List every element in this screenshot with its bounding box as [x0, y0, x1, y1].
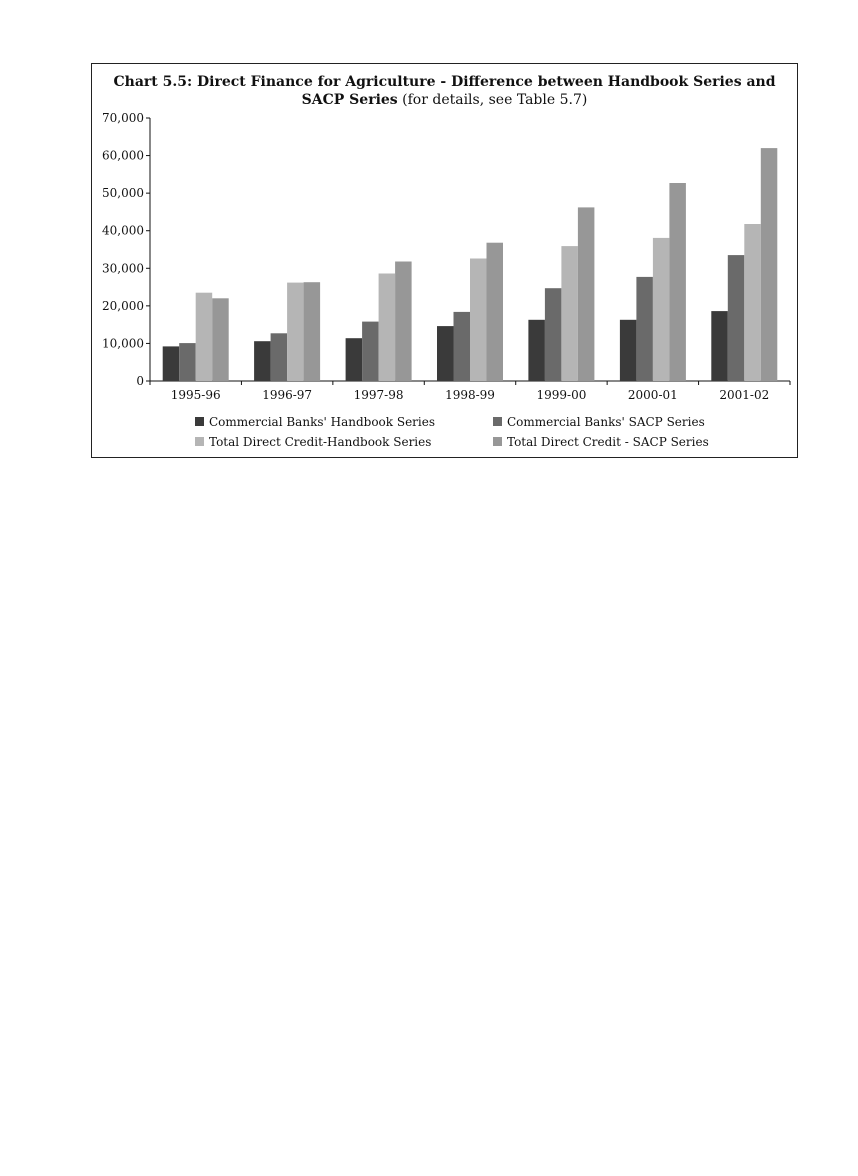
- y-tick-label: 50,000: [102, 186, 144, 201]
- bar-2000-01-s2: [636, 277, 653, 381]
- bar-1999-00-s2: [545, 288, 562, 381]
- x-tick-label: 1999-00: [536, 388, 587, 402]
- bar-1996-97-s2: [271, 333, 288, 381]
- bar-1998-99-s4: [487, 243, 504, 381]
- x-tick-label: 1997-98: [353, 388, 404, 402]
- bar-2001-02-s1: [711, 311, 728, 381]
- legend-label: Commercial Banks' Handbook Series: [209, 415, 436, 429]
- bar-1997-98-s2: [362, 322, 379, 381]
- y-tick-label: 60,000: [102, 148, 144, 163]
- bar-1995-96-s1: [163, 346, 180, 381]
- y-tick-label: 30,000: [102, 261, 144, 276]
- bar-2000-01-s1: [620, 320, 637, 381]
- bar-2001-02-s3: [744, 224, 761, 381]
- bar-1998-99-s1: [437, 326, 454, 381]
- bar-1997-98-s4: [395, 262, 412, 382]
- chart-title-main: Chart 5.5: Direct Finance for Agriculture - Difference between Handbook Series and SACP Series: [113, 74, 776, 108]
- y-tick-label: 70,000: [102, 111, 144, 125]
- bar-1995-96-s4: [212, 298, 229, 381]
- bar-1997-98-s1: [346, 338, 363, 381]
- x-tick-label: 2001-02: [719, 388, 770, 402]
- bar-1999-00-s4: [578, 207, 595, 381]
- bar-1996-97-s1: [254, 341, 271, 381]
- x-tick-label: 1996-97: [262, 388, 313, 402]
- y-tick-label: 10,000: [102, 336, 144, 351]
- bar-2001-02-s4: [761, 148, 778, 381]
- legend-label: Total Direct Credit - SACP Series: [507, 435, 709, 449]
- legend-label: Total Direct Credit-Handbook Series: [209, 435, 432, 449]
- bar-1999-00-s1: [528, 320, 545, 381]
- legend-label: Commercial Banks' SACP Series: [507, 415, 705, 429]
- bar-2000-01-s4: [669, 183, 686, 381]
- y-tick-label: 40,000: [102, 223, 144, 238]
- bar-2001-02-s2: [728, 255, 745, 381]
- bar-1997-98-s3: [379, 274, 396, 382]
- x-tick-label: 2000-01: [627, 388, 678, 402]
- bar-1998-99-s2: [454, 312, 471, 381]
- bar-2000-01-s3: [653, 238, 670, 381]
- y-tick-label: 20,000: [102, 298, 144, 313]
- bar-1995-96-s3: [196, 293, 213, 381]
- bar-1995-96-s2: [179, 343, 196, 381]
- bar-1999-00-s3: [561, 246, 578, 381]
- x-tick-label: 1998-99: [445, 388, 495, 402]
- y-tick-label: 0: [136, 374, 144, 388]
- bar-1996-97-s4: [304, 282, 321, 381]
- bar-1996-97-s3: [287, 283, 304, 381]
- chart-title-subtitle: (for details, see Table 5.7): [402, 92, 588, 108]
- chart-frame: [91, 63, 798, 458]
- bar-chart: [92, 64, 797, 457]
- bar-1998-99-s3: [470, 259, 487, 382]
- x-tick-label: 1995-96: [170, 388, 221, 402]
- bars: [163, 148, 778, 381]
